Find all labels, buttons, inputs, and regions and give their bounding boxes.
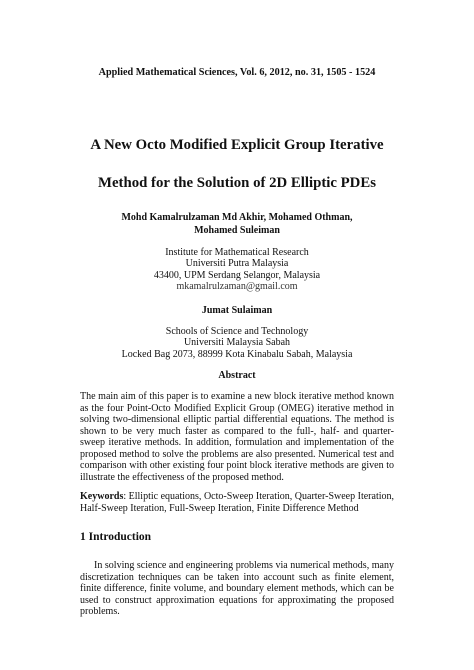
affiliation-1-university: Universiti Putra Malaysia: [185, 258, 289, 270]
abstract-text: The main aim of this paper is to examine a new block iterative method known as the four Point-Octo Modified Explicit Group (OMEG) iterative method in solving two-dimensional elliptic partial differential equations. The method is shown to be very much faster as compared to the full-, half- and quarter-sweep iterative methods. In addition, formulation and implementation of the proposed method to solve the problems are also presented. Numerical test and comparison with other existing four point block iterative methods are given to illustrate the effectiveness of the proposed method.: [80, 391, 394, 483]
abstract-heading: Abstract: [218, 370, 256, 381]
keywords-paragraph: [80, 491, 394, 514]
affiliation-1-institute: Institute for Mathematical Research: [165, 247, 309, 258]
affiliation-2-school: Schools of Science and Technology: [165, 326, 309, 337]
author-line-2: Mohamed Suleiman: [194, 224, 280, 236]
second-author: Jumat Sulaiman: [201, 305, 273, 316]
affiliation-2-address: Locked Bag 2073, 88999 Kota Kinabalu Sabah, Malaysia: [121, 348, 353, 360]
author-list: [0, 212, 474, 237]
author-email: mkamalrulzaman@gmail.com: [176, 281, 298, 293]
keywords-text: : Elliptic equations, Octo-Sweep Iteration, Quarter-Sweep Iteration, Half-Sweep Iteration, Full-Sweep Iteration, Finite Difference Method: [80, 491, 394, 514]
section-heading-introduction: 1 Introduction: [80, 531, 152, 543]
journal-citation: Applied Mathematical Sciences, Vol. 6, 2012, no. 31, 1505 - 1524: [98, 67, 376, 78]
introduction-paragraph: In solving science and engineering problems via numerical methods, many discretization techniques can be taken into account such as finite element, finite difference, finite volume, and boundary element methods, which can be used to construct approximation equations for approximating the proposed problems.: [80, 560, 394, 617]
keywords-label: Keywords: [80, 491, 124, 502]
author-line-1: Mohd Kamalrulzaman Md Akhir, Mohamed Othman,: [121, 212, 353, 223]
affiliation-1: [0, 247, 474, 293]
affiliation-1-address: 43400, UPM Serdang Selangor, Malaysia: [153, 269, 321, 281]
paper-title-line-2: Method for the Solution of 2D Elliptic PDEs: [98, 175, 376, 191]
paper-title-line-1: A New Octo Modified Explicit Group Iterative: [90, 137, 384, 153]
affiliation-2: [0, 326, 474, 360]
affiliation-2-university: Universiti Malaysia Sabah: [183, 337, 291, 349]
